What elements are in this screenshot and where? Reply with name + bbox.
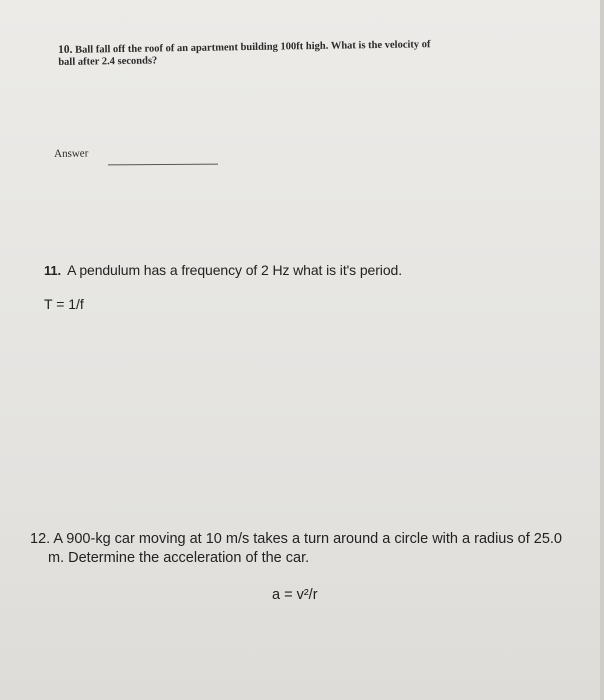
question-11-number: 11.: [44, 263, 62, 278]
question-10-number: 10.: [58, 43, 73, 56]
answer-label: Answer: [54, 147, 89, 160]
question-11-formula: T = 1/f: [44, 296, 84, 312]
question-12-formula: a = v²/r: [272, 587, 318, 603]
question-12-text-line2: m. Determine the acceleration of the car.: [48, 550, 310, 566]
question-12: [30, 530, 600, 568]
page-edge: [600, 0, 604, 700]
question-10-text: Ball fall off the roof of an apartment building 100ft high. What is the velocity of: [75, 39, 431, 56]
question-12-number: 12.: [30, 531, 51, 547]
question-12-text-line1: A 900-kg car moving at 10 m/s takes a turn around a circle with a radius of 25.0: [53, 531, 562, 547]
question-10: [58, 37, 528, 69]
answer-blank-line[interactable]: [108, 164, 218, 166]
question-10-text-line2: ball after 2.4 seconds?: [58, 55, 158, 68]
question-11: [44, 262, 402, 278]
question-11-text: A pendulum has a frequency of 2 Hz what is it's period.: [67, 262, 402, 278]
